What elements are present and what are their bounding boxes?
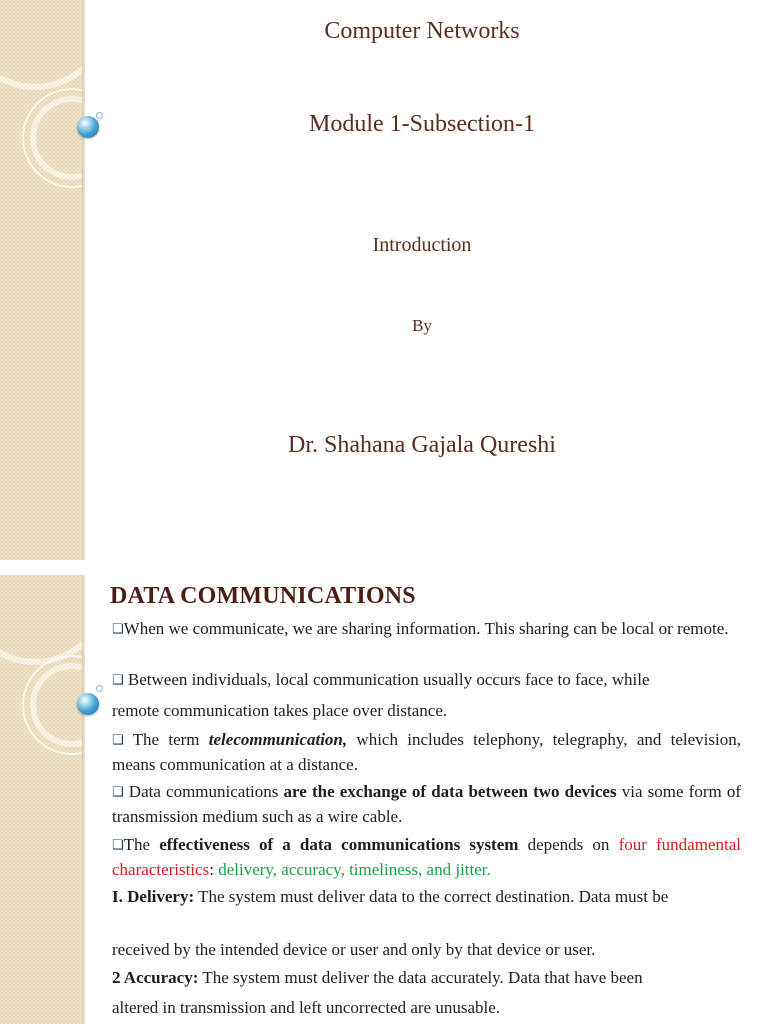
paragraph-effectiveness: ❑The effectiveness of a data communications system depends on four fundamental characteristics: delivery, accuracy, timeliness, and jitter.	[112, 835, 741, 879]
module-title: Module 1-Subsection-1	[309, 111, 535, 137]
section-heading: DATA COMMUNICATIONS	[110, 583, 416, 609]
course-title: Computer Networks	[324, 18, 520, 44]
ring-decoration-icon	[30, 96, 114, 180]
by-label: By	[412, 316, 432, 335]
paragraph-accuracy-cont: altered in transmission and left uncorrected are unusable.	[112, 998, 501, 1017]
bullet-icon: ❑	[112, 838, 124, 853]
content-slide	[0, 575, 768, 1024]
small-bead-icon	[96, 685, 103, 692]
side-divider-line	[82, 0, 85, 560]
paragraph-telecommunication: ❑ The term telecommunication, which includes telephony, telegraphy, and television, means communication at a distance.	[112, 730, 741, 774]
paragraph-individuals: ❑ Between individuals, local communication usually occurs face to face, while	[112, 670, 650, 689]
paragraph-sharing: ❑When we communicate, we are sharing information. This sharing can be local or remote.	[112, 619, 729, 638]
slide-gap	[0, 560, 768, 575]
bullet-icon: ❑	[112, 622, 124, 637]
bullet-icon: ❑	[112, 785, 124, 800]
ring-decoration-icon	[0, 0, 110, 90]
ring-decoration-icon	[30, 663, 114, 747]
blue-bead-icon	[77, 693, 99, 715]
author-name: Dr. Shahana Gajala Qureshi	[288, 432, 556, 458]
paragraph-delivery: I. Delivery: The system must deliver data to the correct destination. Data must be	[112, 887, 669, 906]
bullet-icon: ❑	[112, 733, 124, 748]
side-divider-line	[82, 575, 85, 1024]
topic-title: Introduction	[372, 234, 472, 256]
decorative-side-band	[0, 0, 82, 560]
paragraph-accuracy: 2 Accuracy: The system must deliver the data accurately. Data that have been	[112, 968, 643, 987]
paragraph-data-communications: ❑ Data communications are the exchange of data between two devices via some form of transmission medium such as a wire cable.	[112, 782, 742, 826]
decorative-side-band	[0, 575, 82, 1024]
paragraph-delivery-cont: received by the intended device or user and only by that device or user.	[112, 940, 596, 959]
paragraph-remote: remote communication takes place over distance.	[112, 701, 448, 720]
bullet-icon: ❑	[112, 673, 124, 688]
ring-decoration-icon	[0, 575, 110, 665]
